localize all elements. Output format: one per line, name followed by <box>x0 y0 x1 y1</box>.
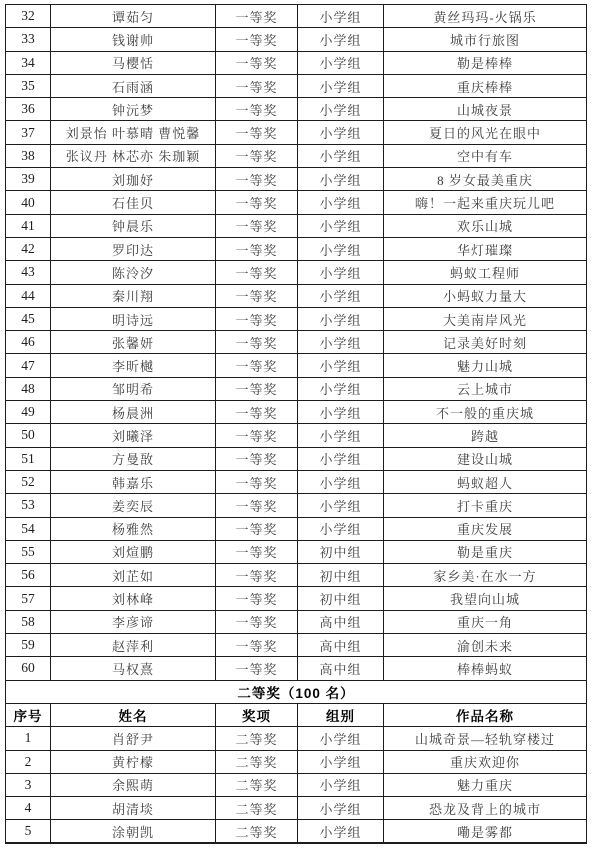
name-cell: 罗印达 <box>51 237 216 260</box>
award-cell: 一等奖 <box>216 470 298 493</box>
group-cell: 小学组 <box>298 98 384 121</box>
serial-cell: 40 <box>6 191 51 214</box>
award-cell: 一等奖 <box>216 401 298 424</box>
table-row <box>6 5 587 28</box>
serial-cell: 52 <box>6 470 51 493</box>
serial-cell: 51 <box>6 447 51 470</box>
work-title-cell: 恐龙及背上的城市 <box>384 797 587 820</box>
name-cell: 韩嘉乐 <box>51 470 216 493</box>
award-cell: 二等奖 <box>216 820 298 843</box>
name-cell: 赵萍利 <box>51 634 216 657</box>
table-row <box>6 28 587 51</box>
name-cell: 张议丹 林芯亦 朱珈颖 <box>51 144 216 167</box>
group-cell: 小学组 <box>298 214 384 237</box>
group-cell: 小学组 <box>298 727 384 750</box>
serial-cell: 38 <box>6 144 51 167</box>
table-row <box>6 517 587 540</box>
group-cell: 小学组 <box>298 750 384 773</box>
work-title-cell: 重庆发展 <box>384 517 587 540</box>
work-title-cell: 魅力山城 <box>384 354 587 377</box>
serial-cell: 54 <box>6 517 51 540</box>
table-row <box>6 401 587 424</box>
column-header-no: 序号 <box>6 703 51 726</box>
serial-cell: 60 <box>6 657 51 680</box>
serial-cell: 2 <box>6 750 51 773</box>
group-cell: 小学组 <box>298 517 384 540</box>
award-cell: 一等奖 <box>216 610 298 633</box>
table-row <box>6 51 587 74</box>
award-cell: 一等奖 <box>216 191 298 214</box>
work-title-cell: 建设山城 <box>384 447 587 470</box>
name-cell: 姜奕辰 <box>51 494 216 517</box>
group-cell: 小学组 <box>298 424 384 447</box>
name-cell: 肖舒尹 <box>51 727 216 750</box>
serial-cell: 47 <box>6 354 51 377</box>
group-cell: 高中组 <box>298 634 384 657</box>
serial-cell: 46 <box>6 331 51 354</box>
work-title-cell: 黄丝玛玛-火锅乐 <box>384 5 587 28</box>
name-cell: 刘珈妤 <box>51 168 216 191</box>
work-title-cell: 夏日的风光在眼中 <box>384 121 587 144</box>
table-row <box>6 587 587 610</box>
award-cell: 一等奖 <box>216 331 298 354</box>
serial-cell: 36 <box>6 98 51 121</box>
table-row <box>6 424 587 447</box>
name-cell: 刘煊鹏 <box>51 540 216 563</box>
work-title-cell: 勒是重庆 <box>384 540 587 563</box>
award-cell: 一等奖 <box>216 98 298 121</box>
work-title-cell: 跨越 <box>384 424 587 447</box>
work-title-cell: 打卡重庆 <box>384 494 587 517</box>
group-cell: 初中组 <box>298 564 384 587</box>
group-cell: 小学组 <box>298 354 384 377</box>
table-row <box>6 657 587 680</box>
serial-cell: 41 <box>6 214 51 237</box>
table-row <box>6 74 587 97</box>
table-row <box>6 261 587 284</box>
work-title-cell: 不一般的重庆城 <box>384 401 587 424</box>
group-cell: 小学组 <box>298 447 384 470</box>
award-cell: 一等奖 <box>216 564 298 587</box>
group-cell: 小学组 <box>298 74 384 97</box>
group-cell: 小学组 <box>298 401 384 424</box>
serial-cell: 48 <box>6 377 51 400</box>
work-title-cell: 重庆一角 <box>384 610 587 633</box>
table-row <box>6 634 587 657</box>
serial-cell: 55 <box>6 540 51 563</box>
serial-cell: 37 <box>6 121 51 144</box>
name-cell: 刘曦泽 <box>51 424 216 447</box>
table-row <box>6 284 587 307</box>
table-row <box>6 820 587 843</box>
name-cell: 黄柠檬 <box>51 750 216 773</box>
group-cell: 高中组 <box>298 610 384 633</box>
name-cell: 方曼敔 <box>51 447 216 470</box>
group-cell: 小学组 <box>298 51 384 74</box>
award-cell: 一等奖 <box>216 261 298 284</box>
group-cell: 小学组 <box>298 820 384 843</box>
work-title-cell: 家乡美·在水一方 <box>384 564 587 587</box>
name-cell: 邹明希 <box>51 377 216 400</box>
serial-cell: 1 <box>6 727 51 750</box>
award-cell: 一等奖 <box>216 377 298 400</box>
serial-cell: 50 <box>6 424 51 447</box>
award-cell: 一等奖 <box>216 540 298 563</box>
table-row <box>6 377 587 400</box>
name-cell: 涂朝凯 <box>51 820 216 843</box>
name-cell: 谭茹匀 <box>51 5 216 28</box>
work-title-cell: 渝创未来 <box>384 634 587 657</box>
table-row <box>6 610 587 633</box>
group-cell: 小学组 <box>298 237 384 260</box>
group-cell: 小学组 <box>298 494 384 517</box>
group-cell: 小学组 <box>298 773 384 796</box>
table-row <box>6 773 587 796</box>
serial-cell: 5 <box>6 820 51 843</box>
work-title-cell: 欢乐山城 <box>384 214 587 237</box>
name-cell: 张馨妍 <box>51 331 216 354</box>
work-title-cell: 空中有车 <box>384 144 587 167</box>
name-cell: 明诗远 <box>51 307 216 330</box>
name-cell: 石雨涵 <box>51 74 216 97</box>
group-cell: 小学组 <box>298 5 384 28</box>
table-row <box>6 447 587 470</box>
award-cell: 二等奖 <box>216 727 298 750</box>
serial-cell: 42 <box>6 237 51 260</box>
award-cell: 一等奖 <box>216 307 298 330</box>
name-cell: 石佳贝 <box>51 191 216 214</box>
award-cell: 一等奖 <box>216 424 298 447</box>
award-cell: 一等奖 <box>216 28 298 51</box>
work-title-cell: 重庆棒棒 <box>384 74 587 97</box>
award-cell: 一等奖 <box>216 517 298 540</box>
serial-cell: 56 <box>6 564 51 587</box>
award-cell: 一等奖 <box>216 144 298 167</box>
name-cell: 陈泠汐 <box>51 261 216 284</box>
table-row <box>6 121 587 144</box>
award-cell: 一等奖 <box>216 121 298 144</box>
name-cell: 胡清埮 <box>51 797 216 820</box>
award-cell: 一等奖 <box>216 51 298 74</box>
table-row <box>6 214 587 237</box>
award-cell: 一等奖 <box>216 214 298 237</box>
work-title-cell: 山城夜景 <box>384 98 587 121</box>
name-cell: 李昕樾 <box>51 354 216 377</box>
serial-cell: 4 <box>6 797 51 820</box>
table-row <box>6 331 587 354</box>
table-row <box>6 750 587 773</box>
serial-cell: 39 <box>6 168 51 191</box>
group-cell: 小学组 <box>298 261 384 284</box>
serial-cell: 33 <box>6 28 51 51</box>
group-cell: 小学组 <box>298 377 384 400</box>
award-cell: 一等奖 <box>216 657 298 680</box>
work-title-cell: 魅力重庆 <box>384 773 587 796</box>
award-cell: 一等奖 <box>216 284 298 307</box>
work-title-cell: 嗨！一起来重庆玩儿吧 <box>384 191 587 214</box>
section-title-row <box>6 680 587 703</box>
serial-cell: 3 <box>6 773 51 796</box>
award-cell: 一等奖 <box>216 494 298 517</box>
work-title-cell: 重庆欢迎你 <box>384 750 587 773</box>
award-cell: 一等奖 <box>216 74 298 97</box>
serial-cell: 53 <box>6 494 51 517</box>
name-cell: 马权熹 <box>51 657 216 680</box>
group-cell: 小学组 <box>298 307 384 330</box>
name-cell: 钟晨乐 <box>51 214 216 237</box>
serial-cell: 43 <box>6 261 51 284</box>
table-row <box>6 307 587 330</box>
name-cell: 李彦谛 <box>51 610 216 633</box>
table-row <box>6 470 587 493</box>
table-row <box>6 354 587 377</box>
table-row <box>6 564 587 587</box>
name-cell: 钱谢帅 <box>51 28 216 51</box>
group-cell: 小学组 <box>298 470 384 493</box>
group-cell: 小学组 <box>298 191 384 214</box>
work-title-cell: 棒棒蚂蚁 <box>384 657 587 680</box>
award-cell: 一等奖 <box>216 237 298 260</box>
award-cell: 一等奖 <box>216 447 298 470</box>
award-cell: 一等奖 <box>216 354 298 377</box>
award-cell: 二等奖 <box>216 773 298 796</box>
group-cell: 小学组 <box>298 168 384 191</box>
group-cell: 小学组 <box>298 144 384 167</box>
work-title-cell: 云上城市 <box>384 377 587 400</box>
table-row <box>6 237 587 260</box>
serial-cell: 32 <box>6 5 51 28</box>
serial-cell: 49 <box>6 401 51 424</box>
section-title: 二等奖（100 名） <box>6 680 587 703</box>
award-cell: 一等奖 <box>216 634 298 657</box>
work-title-cell: 城市行旅图 <box>384 28 587 51</box>
group-cell: 初中组 <box>298 540 384 563</box>
serial-cell: 58 <box>6 610 51 633</box>
name-cell: 刘芷如 <box>51 564 216 587</box>
table-row <box>6 797 587 820</box>
name-cell: 刘景怡 叶慕晴 曹悦馨 <box>51 121 216 144</box>
group-cell: 高中组 <box>298 657 384 680</box>
serial-cell: 34 <box>6 51 51 74</box>
column-header-name: 姓名 <box>51 703 216 726</box>
name-cell: 刘林峰 <box>51 587 216 610</box>
name-cell: 钟沅梦 <box>51 98 216 121</box>
work-title-cell: 小蚂蚁力量大 <box>384 284 587 307</box>
table-row <box>6 540 587 563</box>
work-title-cell: 山城奇景—轻轨穿楼过 <box>384 727 587 750</box>
table-row <box>6 144 587 167</box>
award-cell: 一等奖 <box>216 5 298 28</box>
group-cell: 小学组 <box>298 121 384 144</box>
work-title-cell: 记录美好时刻 <box>384 331 587 354</box>
group-cell: 小学组 <box>298 797 384 820</box>
column-header-group: 组别 <box>298 703 384 726</box>
group-cell: 小学组 <box>298 284 384 307</box>
serial-cell: 35 <box>6 74 51 97</box>
column-header-work: 作品名称 <box>384 703 587 726</box>
work-title-cell: 8 岁女最美重庆 <box>384 168 587 191</box>
table-row <box>6 168 587 191</box>
award-cell: 一等奖 <box>216 168 298 191</box>
work-title-cell: 蚂蚁超人 <box>384 470 587 493</box>
name-cell: 杨雅然 <box>51 517 216 540</box>
group-cell: 初中组 <box>298 587 384 610</box>
column-header-row <box>6 703 587 726</box>
work-title-cell: 我望向山城 <box>384 587 587 610</box>
award-results-table <box>5 4 587 844</box>
group-cell: 小学组 <box>298 28 384 51</box>
table-row <box>6 98 587 121</box>
work-title-cell: 华灯璀璨 <box>384 237 587 260</box>
name-cell: 杨晨洲 <box>51 401 216 424</box>
award-cell: 二等奖 <box>216 750 298 773</box>
table-row <box>6 727 587 750</box>
work-title-cell: 勒是棒棒 <box>384 51 587 74</box>
serial-cell: 44 <box>6 284 51 307</box>
work-title-cell: 嘞是雾都 <box>384 820 587 843</box>
table-row <box>6 191 587 214</box>
serial-cell: 45 <box>6 307 51 330</box>
name-cell: 余熙萌 <box>51 773 216 796</box>
work-title-cell: 蚂蚁工程师 <box>384 261 587 284</box>
serial-cell: 59 <box>6 634 51 657</box>
award-cell: 二等奖 <box>216 797 298 820</box>
column-header-award: 奖项 <box>216 703 298 726</box>
name-cell: 秦川翔 <box>51 284 216 307</box>
group-cell: 小学组 <box>298 331 384 354</box>
table-row <box>6 494 587 517</box>
serial-cell: 57 <box>6 587 51 610</box>
table-body <box>6 5 587 844</box>
name-cell: 马樱恬 <box>51 51 216 74</box>
work-title-cell: 大美南岸风光 <box>384 307 587 330</box>
award-cell: 一等奖 <box>216 587 298 610</box>
